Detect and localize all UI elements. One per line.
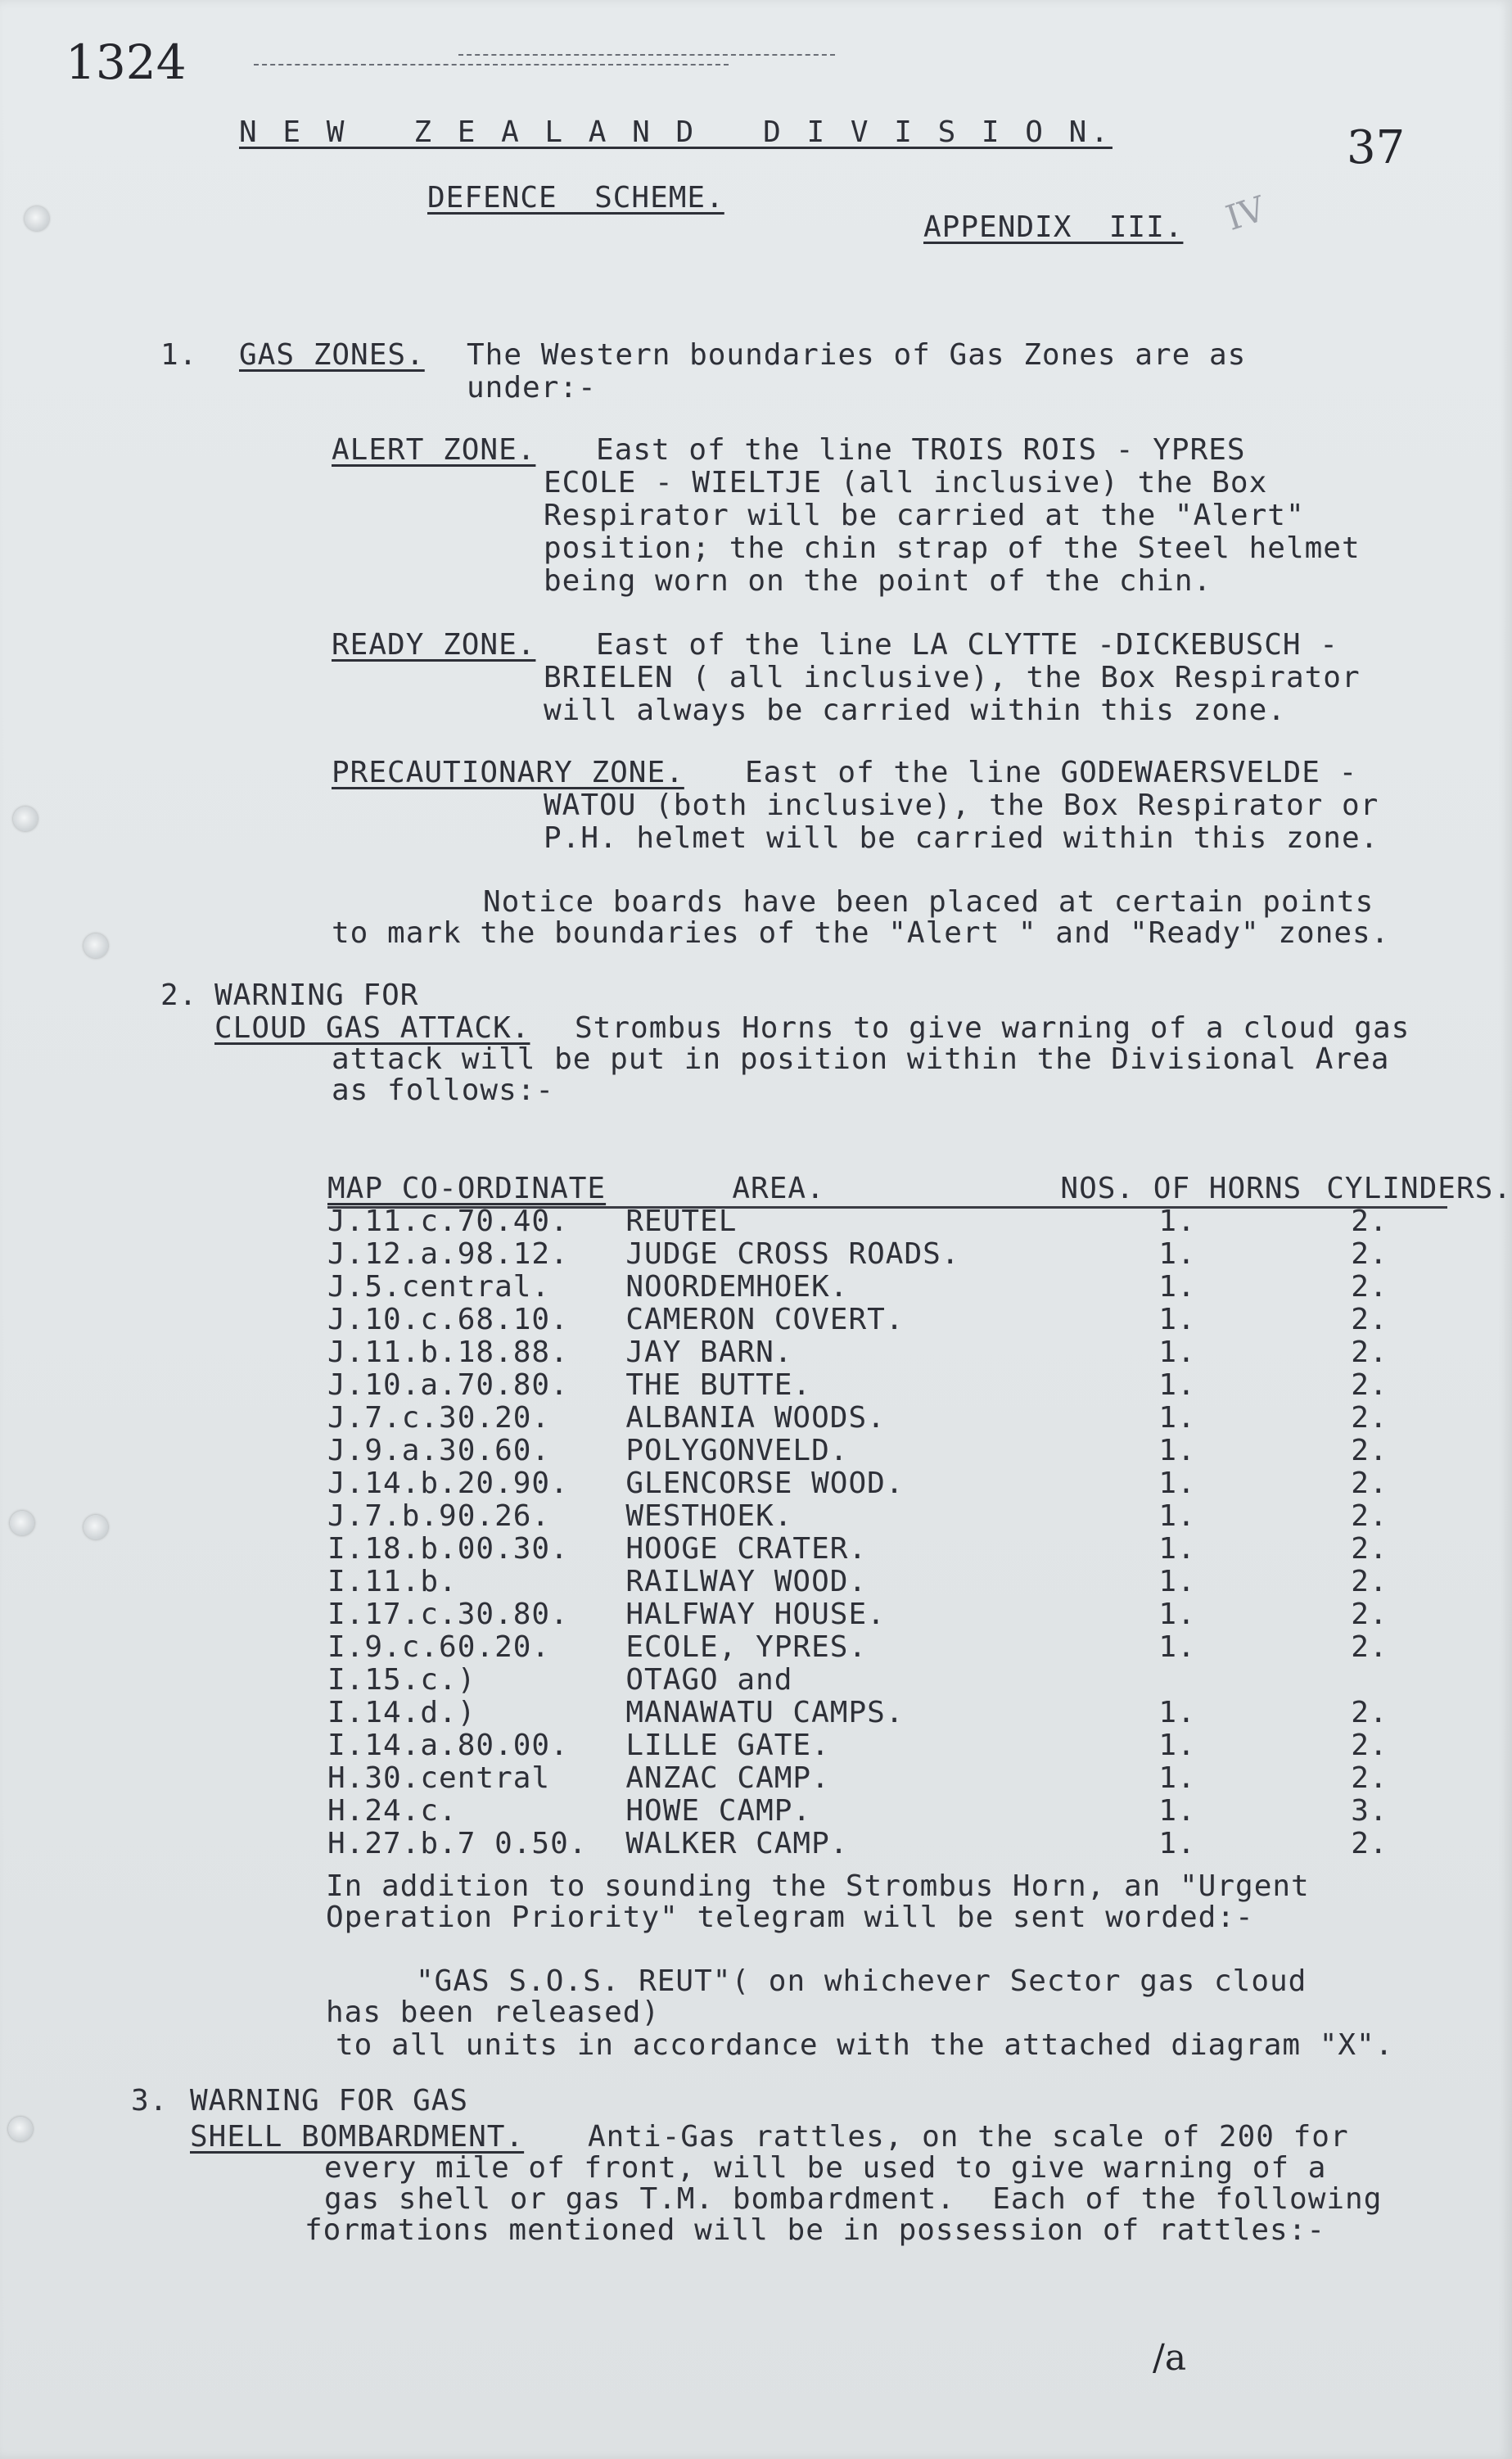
- cell-area: GLENCORSE WOOD.: [625, 1467, 905, 1500]
- cell-map-coordinate: J.7.c.30.20.: [327, 1401, 551, 1435]
- table-row: [327, 1598, 1512, 1631]
- cell-cylinders: 2.: [1351, 1237, 1388, 1271]
- section-2-heading-line: CLOUD GAS ATTACK.: [214, 1011, 530, 1045]
- precautionary-zone-line: WATOU (both inclusive), the Box Respirator or: [544, 789, 1379, 822]
- column-header-horns: NOS. OF HORNS: [1060, 1172, 1302, 1205]
- cell-map-coordinate: I.18.b.00.30.: [327, 1532, 569, 1566]
- cell-map-coordinate: H.30.central: [327, 1761, 551, 1795]
- cell-cylinders: 2.: [1351, 1336, 1388, 1369]
- table-row: [327, 1697, 1512, 1729]
- table-row: [327, 1205, 1512, 1238]
- punch-hole: [83, 1515, 108, 1539]
- alert-zone-label: ALERT ZONE.: [332, 433, 536, 467]
- cell-area: ANZAC CAMP.: [625, 1761, 830, 1795]
- cell-cylinders: 2.: [1351, 1532, 1388, 1566]
- section-3-text-line: Anti-Gas rattles, on the scale of 200 for: [588, 2120, 1349, 2154]
- table-row: [327, 1369, 1512, 1402]
- cell-map-coordinate: J.7.b.90.26.: [327, 1499, 551, 1533]
- sos-telegram-line: to all units in accordance with the attached diagram "X".: [336, 2028, 1394, 2062]
- cell-area: HALFWAY HOUSE.: [625, 1598, 886, 1631]
- cell-map-coordinate: J.10.c.68.10.: [327, 1303, 569, 1336]
- cell-horns: [1060, 1664, 1326, 1697]
- notice-boards-line: Notice boards have been placed at certain points: [483, 885, 1374, 919]
- punch-hole: [83, 933, 108, 958]
- cell-map-coordinate: J.14.b.20.90.: [327, 1467, 569, 1500]
- cell-cylinders: 2.: [1351, 1696, 1388, 1729]
- alert-zone-line: position; the chin strap of the Steel helmet: [544, 531, 1361, 565]
- cell-cylinders: [1326, 1664, 1512, 1697]
- cell-horns: 1.: [1158, 1467, 1196, 1500]
- cell-cylinders: 2.: [1351, 1630, 1388, 1664]
- cell-horns: 1.: [1158, 1303, 1196, 1336]
- cell-map-coordinate: J.5.central.: [327, 1270, 551, 1304]
- cell-map-coordinate: J.12.a.98.12.: [327, 1237, 569, 1271]
- cell-map-coordinate: I.11.b.: [327, 1565, 458, 1598]
- cell-map-coordinate: H.27.b.7 0.50.: [327, 1827, 588, 1860]
- section-1-number: 1.: [160, 338, 198, 372]
- section-2-text-line: attack will be put in position within the Divisional Area: [332, 1042, 1390, 1076]
- column-header-cylinders: CYLINDERS.: [1326, 1172, 1512, 1205]
- ready-zone-line: East of the line LA CLYTTE -DICKEBUSCH -: [596, 628, 1338, 662]
- section-3-text-line: every mile of front, will be used to give warning of a: [324, 2151, 1327, 2185]
- cell-horns: 1.: [1158, 1499, 1196, 1533]
- table-row: [327, 1271, 1512, 1304]
- cell-area: REUTEL: [625, 1205, 738, 1238]
- column-header-area: AREA.: [732, 1172, 825, 1205]
- punch-hole: [13, 807, 38, 831]
- section-3-number: 3.: [131, 2084, 169, 2118]
- table-header-rule: [327, 1206, 1447, 1209]
- cell-cylinders: 2.: [1351, 1270, 1388, 1304]
- cell-cylinders: 2.: [1351, 1761, 1388, 1795]
- cell-horns: 1.: [1158, 1761, 1196, 1795]
- table-row: [327, 1304, 1512, 1336]
- document-subtitle: DEFENCE SCHEME.: [427, 181, 724, 215]
- section-1-intro-line: under:-: [467, 371, 597, 405]
- cell-map-coordinate: H.24.c.: [327, 1794, 458, 1828]
- cell-cylinders: 2.: [1351, 1303, 1388, 1336]
- cell-horns: 1.: [1158, 1532, 1196, 1566]
- cell-area: ALBANIA WOODS.: [625, 1401, 886, 1435]
- appendix-label: APPENDIX III.: [923, 210, 1184, 244]
- header-dash-line: [458, 54, 835, 56]
- appendix-pencil-mark: IV: [1221, 188, 1271, 239]
- table-row: [327, 1566, 1512, 1598]
- cell-area: JUDGE CROSS ROADS.: [625, 1237, 960, 1271]
- cell-area: HOWE CAMP.: [625, 1794, 812, 1828]
- punch-hole: [10, 1511, 34, 1535]
- table-row: [327, 1238, 1512, 1271]
- cell-area: HOOGE CRATER.: [625, 1532, 868, 1566]
- cell-area: LILLE GATE.: [625, 1729, 830, 1762]
- cell-horns: 1.: [1158, 1434, 1196, 1467]
- cell-horns: 1.: [1158, 1336, 1196, 1369]
- cell-cylinders: 2.: [1351, 1467, 1388, 1500]
- cell-map-coordinate: I.17.c.30.80.: [327, 1598, 569, 1631]
- cell-area: THE BUTTE.: [625, 1368, 812, 1402]
- section-3-text-line: formations mentioned will be in possession of rattles:-: [305, 2213, 1326, 2247]
- cell-area: WALKER CAMP.: [625, 1827, 849, 1860]
- cell-cylinders: 2.: [1351, 1827, 1388, 1860]
- cell-area: POLYGONVELD.: [625, 1434, 849, 1467]
- sos-telegram-line: has been released): [326, 1996, 661, 2029]
- cell-cylinders: 3.: [1351, 1794, 1388, 1828]
- cell-horns: 1.: [1158, 1205, 1196, 1238]
- precautionary-zone-line: East of the line GODEWAERSVELDE -: [745, 756, 1358, 789]
- notice-boards-line: to mark the boundaries of the "Alert " and "Ready" zones.: [332, 916, 1390, 950]
- table-header-row: [327, 1173, 1512, 1205]
- cell-map-coordinate: I.9.c.60.20.: [327, 1630, 551, 1664]
- section-1-intro-line: The Western boundaries of Gas Zones are as: [467, 338, 1247, 372]
- cell-horns: 1.: [1158, 1598, 1196, 1631]
- table-row: [327, 1664, 1512, 1697]
- cell-horns: 1.: [1158, 1630, 1196, 1664]
- addition-line: Operation Priority" telegram will be sent worded:-: [326, 1901, 1254, 1934]
- cell-cylinders: 2.: [1351, 1499, 1388, 1533]
- table-row: [327, 1729, 1512, 1762]
- table-row: [327, 1762, 1512, 1795]
- cell-horns: 1.: [1158, 1401, 1196, 1435]
- cell-area: ECOLE, YPRES.: [625, 1630, 868, 1664]
- cell-area: JAY BARN.: [625, 1336, 793, 1369]
- cell-area: NOORDEMHOEK.: [625, 1270, 849, 1304]
- cell-horns: 1.: [1158, 1827, 1196, 1860]
- punch-hole: [8, 2117, 33, 2141]
- cell-area: MANAWATU CAMPS.: [625, 1696, 905, 1729]
- page-number: 37: [1347, 121, 1406, 174]
- precautionary-zone-label: PRECAUTIONARY ZONE.: [332, 756, 684, 789]
- section-3-heading-line: WARNING FOR GAS: [190, 2084, 469, 2118]
- continuation-mark: /a: [1153, 2337, 1187, 2379]
- cell-area: RAILWAY WOOD.: [625, 1565, 868, 1598]
- ready-zone-line: will always be carried within this zone.: [544, 694, 1286, 727]
- punch-hole: [25, 206, 49, 231]
- document-title: N E W Z E A L A N D D I V I S I O N.: [239, 115, 1113, 149]
- ready-zone-line: BRIELEN ( all inclusive), the Box Respirator: [544, 661, 1361, 694]
- cell-map-coordinate: I.15.c.): [327, 1663, 476, 1697]
- section-2-text-line: Strombus Horns to give warning of a cloud gas: [575, 1011, 1410, 1045]
- cell-horns: 1.: [1158, 1696, 1196, 1729]
- cell-horns: 1.: [1158, 1237, 1196, 1271]
- cell-map-coordinate: J.11.c.70.40.: [327, 1205, 569, 1238]
- cell-cylinders: 2.: [1351, 1434, 1388, 1467]
- alert-zone-line: East of the line TROIS ROIS - YPRES: [596, 433, 1246, 467]
- table-row: [327, 1795, 1512, 1828]
- cell-horns: 1.: [1158, 1729, 1196, 1762]
- column-header-map-coordinate: MAP CO-ORDINATE: [327, 1172, 607, 1205]
- cell-area: OTAGO and: [625, 1663, 793, 1697]
- table-row: [327, 1500, 1512, 1533]
- cell-map-coordinate: I.14.a.80.00.: [327, 1729, 569, 1762]
- alert-zone-line: being worn on the point of the chin.: [544, 564, 1212, 598]
- cell-horns: 1.: [1158, 1270, 1196, 1304]
- table-row: [327, 1828, 1512, 1860]
- section-2-heading-line: WARNING FOR: [214, 979, 419, 1012]
- cell-area: WESTHOEK.: [625, 1499, 793, 1533]
- cell-horns: 1.: [1158, 1565, 1196, 1598]
- cell-map-coordinate: I.14.d.): [327, 1696, 476, 1729]
- table-row: [327, 1631, 1512, 1664]
- table-row: [327, 1467, 1512, 1500]
- cell-cylinders: 2.: [1351, 1205, 1388, 1238]
- strombus-horns-table: [327, 1173, 1512, 1860]
- cell-cylinders: 2.: [1351, 1368, 1388, 1402]
- section-3-heading-line: SHELL BOMBARDMENT.: [190, 2120, 525, 2154]
- document-number: 1324: [65, 34, 187, 90]
- table-row: [327, 1336, 1512, 1369]
- alert-zone-line: ECOLE - WIELTJE (all inclusive) the Box: [544, 466, 1268, 499]
- section-2-text-line: as follows:-: [332, 1074, 555, 1107]
- cell-horns: 1.: [1158, 1368, 1196, 1402]
- precautionary-zone-line: P.H. helmet will be carried within this zone.: [544, 821, 1379, 855]
- section-2-number: 2.: [160, 979, 198, 1012]
- header-dash-line: [254, 64, 729, 66]
- section-3-text-line: gas shell or gas T.M. bombardment. Each of the following: [324, 2182, 1383, 2216]
- alert-zone-line: Respirator will be carried at the "Alert": [544, 499, 1305, 532]
- ready-zone-label: READY ZONE.: [332, 628, 536, 662]
- cell-horns: 1.: [1158, 1794, 1196, 1828]
- cell-area: CAMERON COVERT.: [625, 1303, 905, 1336]
- cell-cylinders: 2.: [1351, 1565, 1388, 1598]
- table-row: [327, 1435, 1512, 1467]
- addition-line: In addition to sounding the Strombus Horn, an "Urgent: [326, 1869, 1310, 1903]
- cell-cylinders: 2.: [1351, 1729, 1388, 1762]
- cell-cylinders: 2.: [1351, 1401, 1388, 1435]
- cell-map-coordinate: J.11.b.18.88.: [327, 1336, 569, 1369]
- cell-map-coordinate: J.10.a.70.80.: [327, 1368, 569, 1402]
- cell-cylinders: 2.: [1351, 1598, 1388, 1631]
- section-1-heading: GAS ZONES.: [239, 338, 425, 372]
- sos-telegram-line: "GAS S.O.S. REUT"( on whichever Sector gas cloud: [416, 1964, 1307, 1998]
- table-row: [327, 1402, 1512, 1435]
- cell-map-coordinate: J.9.a.30.60.: [327, 1434, 551, 1467]
- table-row: [327, 1533, 1512, 1566]
